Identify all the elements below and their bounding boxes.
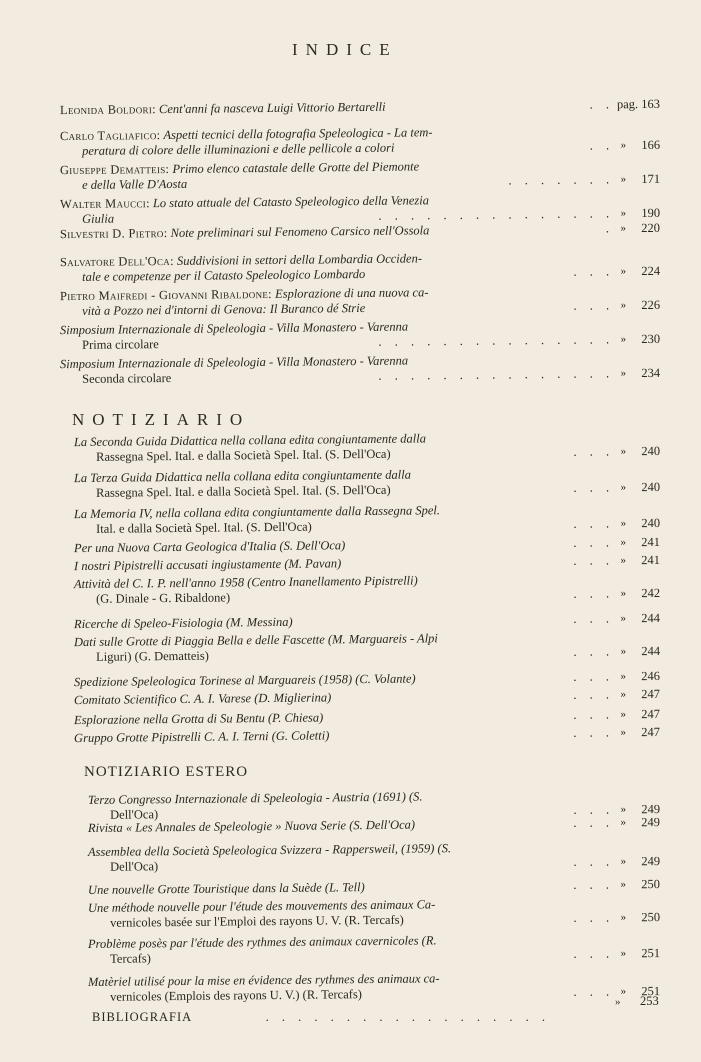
entry-page: 250	[641, 877, 661, 892]
page-title: INDICE	[292, 40, 398, 59]
index-entry: Leonida Boldori: Cent'anni fa nasceva Luigi Vittorio Bertarelli . . pag. 163	[59, 96, 661, 118]
entry-page: 171	[641, 171, 661, 187]
entry-title-cont: vernicoles (Emplois des rayons U. V.) (R. Tercafs)	[110, 987, 363, 1004]
entry-title: Terzo Congresso Internazionale di Speleologia - Austria (1691) (S.	[87, 789, 423, 807]
entry-title: Comitato Scientifico C. A. I. Varese (D. Miglierina)	[73, 690, 332, 708]
index-entry: Ricerche di Speleo-Fisiologia (M. Messina) . . . » 244	[73, 610, 661, 632]
index-entry: Une méthode nouvelle pour l'étude des mouvements des animaux Ca- vernicoles basée sur l'Emploi des rayons U. V. (R. Tercafs) . . . » 250	[87, 897, 661, 930]
page-marker: »	[620, 816, 627, 829]
entry-title-cont: vernicoles basée sur l'Emploi des rayons U. V. (R. Tercafs)	[110, 912, 404, 930]
index-entry: Per una Nuova Carta Geologica d'Italia (S. Dell'Oca) . . . » 241	[73, 534, 661, 556]
entry-page: 240	[641, 443, 661, 459]
entry-page: 242	[641, 585, 661, 601]
entry-page: 241	[641, 552, 661, 568]
bibliografia-label: BIBLIOGRAFIA	[92, 1010, 192, 1024]
entry-title: I nostri Pipistrelli accusati ingiustamente (M. Pavan)	[73, 556, 342, 574]
entry-page: 249	[641, 802, 661, 817]
entry-title-cont: peratura di colore delle illuminazioni e delle pellicole a colori	[82, 140, 395, 158]
page-marker: »	[620, 481, 627, 494]
entry-page: 190	[641, 205, 661, 221]
entry-page: 251	[641, 946, 661, 961]
page-marker: »	[620, 878, 627, 891]
page-marker: »	[620, 299, 627, 312]
page-marker: »	[620, 222, 627, 235]
entry-title: Note preliminari sul Fenomeno Carsico nell'Ossola	[170, 223, 430, 240]
entry-title: Problème posès par l'étude des rythmes des animaux cavernicoles (R.	[87, 933, 437, 951]
index-entry: Salvatore Dell'Oca: Suddivisioni in settori della Lombardia Occiden- tale e competenze per il Catasto Speleologico Lombardo . . . » 224	[59, 251, 661, 284]
entry-author: Leonida Boldori:	[59, 102, 156, 118]
page-marker: »	[620, 517, 627, 530]
entry-page: 249	[641, 815, 661, 830]
entry-title: Simposium Internazionale di Speleologia - Villa Monastero - Varenna	[59, 319, 409, 338]
entry-page: 244	[641, 610, 661, 626]
entry-title: Matèriel utilisé pour la mise en évidence des rythmes des animaux ca-	[87, 971, 440, 989]
entry-page: 251	[641, 984, 661, 999]
page-marker: »	[620, 367, 627, 380]
entry-page: 241	[641, 534, 661, 550]
entry-title: Spedizione Speleologica Torinese al Marguareis (1958) (C. Volante)	[73, 671, 416, 690]
page-marker: »	[620, 726, 627, 739]
index-entry: La Seconda Guida Didattica nella collana edita congiuntamente dalla Rassegna Spel. Ital. e dalla Società Spel. Ital. (S. Dell'Oca) . . . » 240	[73, 431, 661, 464]
entry-title-cont: Liguri) (G. Dematteis)	[96, 648, 209, 664]
entry-title: Esplorazione nella Grotta di Su Bentu (P. Chiesa)	[73, 710, 324, 728]
entry-title-cont: vità a Pozzo nei d'intorni di Genova: Il Buranco dé Strie	[82, 300, 366, 318]
entry-title: Simposium Internazionale di Speleologia - Villa Monastero - Varenna	[59, 353, 409, 372]
entry-title-cont: (G. Dinale - G. Ribaldone)	[96, 590, 231, 606]
page-marker: »	[620, 265, 627, 278]
page-marker: »	[620, 587, 627, 600]
entry-author: Carlo Tagliafico:	[59, 128, 161, 144]
entry-author: Salvatore Dell'Oca:	[59, 253, 174, 270]
index-entry: Dati sulle Grotte di Piaggia Bella e delle Fascette (M. Marguareis - Alpi Liguri) (G. Dematteis) . . . » 244	[73, 631, 661, 664]
index-entry: Problème posès par l'étude des rythmes des animaux cavernicoles (R. Tercafs) . . . » 251	[87, 933, 661, 966]
page-marker: »	[620, 911, 627, 924]
page-marker: »	[620, 985, 627, 998]
entry-page: 240	[641, 515, 661, 531]
page-marker: »	[620, 333, 627, 346]
page-marker: »	[620, 173, 627, 186]
entry-page: pag. 163	[616, 96, 661, 112]
index-entry: La Memoria IV, nella collana edita congiuntamente dalla Rassegna Spel. Ital. e dalla Società Spel. Ital. (S. Dell'Oca) . . . » 240	[73, 503, 661, 536]
entry-title: Dati sulle Grotte di Piaggia Bella e delle Fascette (M. Marguareis - Alpi	[73, 631, 438, 650]
entry-title: Assemblea della Società Speleologica Svizzera - Rappersweil, (1959) (S.	[87, 841, 452, 859]
index-entry: Simposium Internazionale di Speleologia - Villa Monastero - Varenna Seconda circolare . . . . . . . . . . . . . . . » 234	[59, 353, 661, 386]
entry-title-cont: Seconda circolare	[82, 370, 172, 386]
entry-title-cont: Dell'Oca)	[110, 807, 159, 822]
index-entry: Walter Maucci: Lo stato attuale del Catasto Speleologico della Venezia Giulia . . . . . . . . . . . . . . . » 190	[59, 193, 661, 226]
index-entry: Giuseppe Dematteis: Primo elenco catastale delle Grotte del Piemonte e della Valle D'Aosta . . . . . . . » 171	[59, 159, 661, 192]
index-entry: Esplorazione nella Grotta di Su Bentu (P. Chiesa) . . . » 247	[73, 706, 661, 728]
entry-author: Silvestri D. Pietro:	[59, 226, 168, 242]
entry-title: Une méthode nouvelle pour l'étude des mouvements des animaux Ca-	[87, 897, 436, 915]
page-marker: »	[620, 445, 627, 458]
entry-title: Suddivisioni in settori della Lombardia Occiden-	[176, 251, 423, 268]
page-marker: »	[620, 536, 627, 549]
entry-title: Gruppo Grotte Pipistrelli C. A. I. Terni (G. Coletti)	[73, 728, 330, 746]
entry-page: 246	[641, 668, 661, 684]
entry-title-cont: Ital. e dalla Società Spel. Ital. (S. Dell'Oca)	[96, 519, 312, 536]
entry-title-cont: Rassegna Spel. Ital. e dalla Società Spel. Ital. (S. Dell'Oca)	[96, 482, 391, 500]
entry-page: 166	[641, 137, 661, 153]
index-entry: Assemblea della Società Speleologica Svizzera - Rappersweil, (1959) (S. Dell'Oca) . . . » 249	[87, 841, 661, 874]
entry-title-cont: e della Valle D'Aosta	[82, 176, 188, 192]
page-marker: »	[615, 996, 621, 1008]
entry-title: Attività del C. I. P. nell'anno 1958 (Centro Inanellamento Pipistrelli)	[73, 573, 418, 592]
page-marker: »	[620, 947, 627, 960]
page-marker: »	[620, 612, 627, 625]
entry-page: 247	[641, 706, 661, 722]
entry-title: Esplorazione di una nuova ca-	[274, 285, 429, 301]
entry-page: 226	[641, 297, 661, 313]
section-heading-notiziario: NOTIZIARIO	[72, 410, 251, 429]
index-entry: La Terza Guida Didattica nella collana edita congiuntamente dalla Rassegna Spel. Ital. e dalla Società Spel. Ital. (S. Dell'Oca) . . . » 240	[73, 467, 661, 500]
entry-page: 220	[641, 220, 661, 236]
page-marker: »	[620, 207, 627, 220]
entry-page: 249	[641, 854, 661, 869]
entry-title: Rivista « Les Annales de Speleologie » Nuova Serie (S. Dell'Oca)	[87, 817, 416, 835]
page-marker: »	[620, 855, 627, 868]
entry-title: La Seconda Guida Didattica nella collana edita congiuntamente dalla	[73, 431, 427, 450]
section-heading-estero: NOTIZIARIO ESTERO	[84, 764, 249, 780]
page-marker: »	[620, 645, 627, 658]
entry-title: Lo stato attuale del Catasto Speleologico della Venezia	[152, 193, 430, 211]
index-entry: I nostri Pipistrelli accusati ingiustamente (M. Pavan) . . . » 241	[73, 552, 661, 574]
page-marker: »	[620, 803, 627, 816]
entry-page: 234	[641, 365, 661, 381]
index-entry: Gruppo Grotte Pipistrelli C. A. I. Terni (G. Coletti) . . . » 247	[73, 724, 661, 746]
entry-page: 240	[641, 479, 661, 495]
entry-title: La Terza Guida Didattica nella collana edita congiuntamente dalla	[73, 467, 412, 486]
index-entry: Terzo Congresso Internazionale di Speleologia - Austria (1691) (S. Dell'Oca) . . . » 249	[87, 789, 661, 822]
index-entry: Carlo Tagliafico: Aspetti tecnici della fotografia Speleologica - La tem- peratura di colore delle illuminazioni e delle pellicole a colori . . » 166	[59, 125, 661, 158]
entry-title: Per una Nuova Carta Geologica d'Italia (S. Dell'Oca)	[73, 538, 346, 556]
entry-title: Aspetti tecnici della fotografia Speleologica - La tem-	[163, 125, 433, 143]
entry-title-cont: Dell'Oca)	[110, 859, 159, 874]
entry-author: Walter Maucci:	[59, 196, 150, 212]
entry-title-cont: Tercafs)	[110, 951, 151, 966]
index-entry: Une nouvelle Grotte Touristique dans la Suède (L. Tell) . . . » 250	[87, 877, 661, 897]
entry-page: 244	[641, 643, 661, 659]
entry-title-cont: tale e competenze per il Catasto Speleologico Lombardo	[82, 266, 366, 284]
entry-author: Pietro Maifredi - Giovanni Ribaldone:	[59, 286, 272, 304]
index-entry: Pietro Maifredi - Giovanni Ribaldone: Esplorazione di una nuova ca- vità a Pozzo nei d'intorni di Genova: Il Buranco dé Strie . . . » 226	[59, 285, 661, 318]
index-entry: Attività del C. I. P. nell'anno 1958 (Centro Inanellamento Pipistrelli) (G. Dinale - G. Ribaldone) . . . » 242	[73, 573, 661, 606]
page-marker: »	[620, 139, 627, 152]
index-entry: Spedizione Speleologica Torinese al Marguareis (1958) (C. Volante) . . . » 246	[73, 668, 661, 690]
index-entry: Comitato Scientifico C. A. I. Varese (D. Miglierina) . . . » 247	[73, 686, 661, 708]
bibliografia-page: 253	[640, 994, 659, 1008]
entry-title: Primo elenco catastale delle Grotte del Piemonte	[172, 159, 420, 176]
entry-title: Cent'anni fa nasceva Luigi Vittorio Bertarelli	[158, 99, 386, 117]
page-marker: »	[620, 688, 627, 701]
entry-page: 247	[641, 724, 661, 740]
page-marker: »	[620, 670, 627, 683]
index-entry: Silvestri D. Pietro: Note preliminari sul Fenomeno Carsico nell'Ossola . » 220	[59, 220, 661, 242]
index-entry: Simposium Internazionale di Speleologia - Villa Monastero - Varenna Prima circolare . . . . . . . . . . . . . . . » 230	[59, 319, 661, 352]
page-marker: »	[620, 554, 627, 567]
entry-author: Giuseppe Dematteis:	[59, 161, 170, 178]
entry-page: 250	[641, 910, 661, 925]
index-entry: Matèriel utilisé pour la mise en évidence des rythmes des animaux ca- vernicoles (Emplois des rayons U. V.) (R. Tercafs) . . . » 251	[87, 971, 661, 1004]
entry-page: 247	[641, 686, 661, 702]
entry-title-cont: Giulia	[82, 211, 115, 226]
entry-page: 224	[641, 263, 661, 279]
entry-page: 230	[641, 331, 661, 347]
entry-title: Une nouvelle Grotte Touristique dans la Suède (L. Tell)	[87, 880, 365, 897]
entry-title: Ricerche di Speleo-Fisiologia (M. Messina)	[73, 614, 293, 632]
page-marker: »	[620, 708, 627, 721]
entry-title-cont: Prima circolare	[82, 337, 159, 352]
bibliografia-entry: BIBLIOGRAFIA . . . . . . . . . . . . . . . . . .	[92, 1010, 551, 1024]
entry-title-cont: Rassegna Spel. Ital. e dalla Società Spel. Ital. (S. Dell'Oca)	[96, 446, 391, 464]
entry-title: La Memoria IV, nella collana edita congiuntamente dalla Rassegna Spel.	[73, 503, 441, 522]
index-entry: Rivista « Les Annales de Speleologie » Nuova Serie (S. Dell'Oca) . . . » 249	[87, 815, 661, 835]
